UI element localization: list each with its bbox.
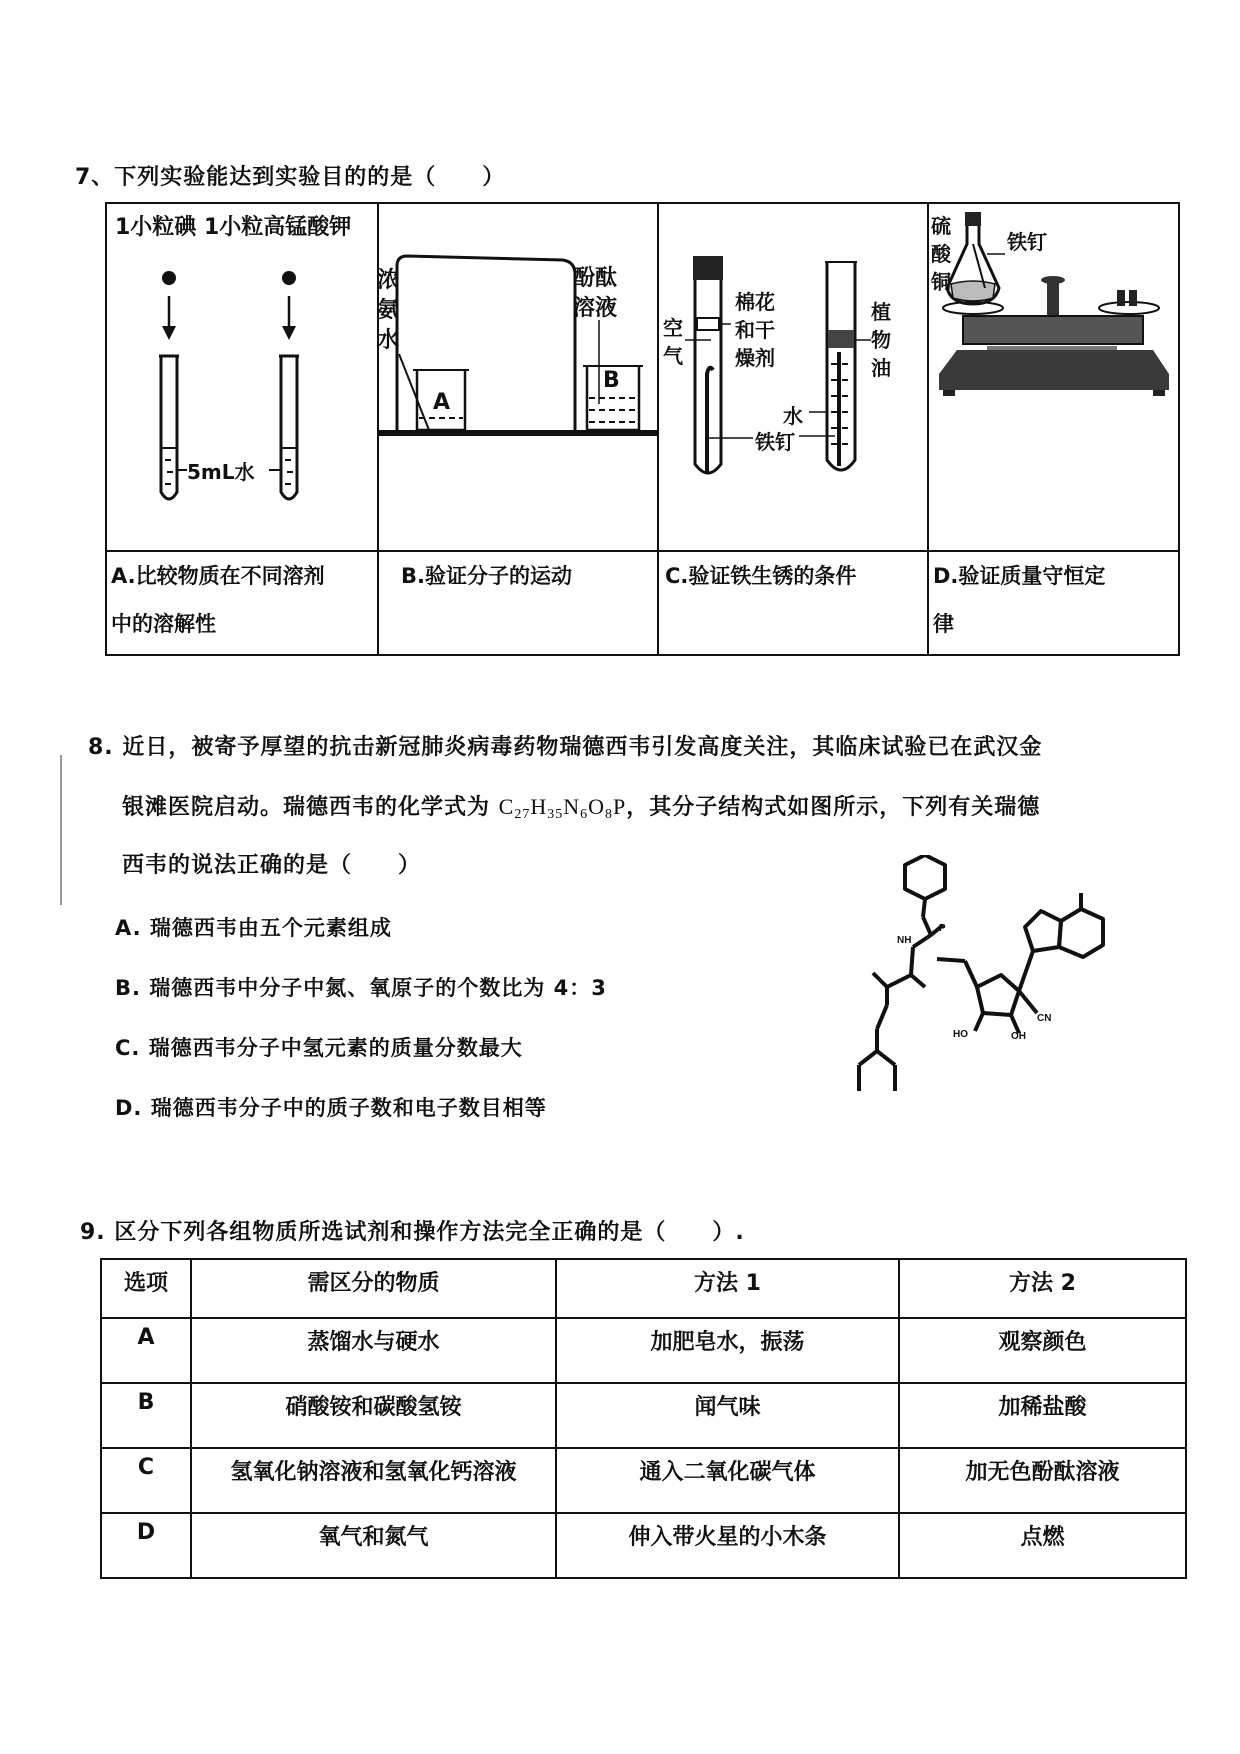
- cell-method-1: 通入二氧化碳气体: [556, 1448, 899, 1513]
- question-7-title: 7、下列实验能达到实验目的的是（ ）: [75, 165, 506, 190]
- cell-substances: 蒸馏水与硬水: [191, 1318, 556, 1383]
- question-8-option-c: C. 瑞德西韦分子中氢元素的质量分数最大: [115, 1036, 523, 1060]
- question-9-table: [100, 1258, 1187, 1579]
- label-copper-sulfate-3: 铜: [931, 270, 951, 294]
- table-row: [101, 1383, 1186, 1448]
- remdesivir-structure-icon: [815, 855, 1115, 1095]
- cell-method-2: 加稀盐酸: [899, 1383, 1186, 1448]
- label-iron-nail: 铁钉: [755, 430, 795, 454]
- cell-method-2: 观察颜色: [899, 1318, 1186, 1383]
- svg-text:OH: OH: [1011, 1031, 1026, 1042]
- header-substances: 需区分的物质: [191, 1259, 556, 1318]
- label-oil-1: 植: [871, 300, 891, 324]
- label-phenolphthalein-1: 酚酞: [573, 266, 618, 291]
- cell-method-1: 加肥皂水，振荡: [556, 1318, 899, 1383]
- option-a-line1: A.比较物质在不同溶剂: [111, 564, 325, 588]
- question-8-option-b: B. 瑞德西韦中分子中氮、氧原子的个数比为 4：3: [115, 976, 607, 1000]
- scan-margin-mark: [60, 755, 62, 905]
- label-potassium-permanganate: 1小粒高锰酸钾: [203, 215, 352, 240]
- beaker-b-label: B: [603, 368, 620, 393]
- cell-option: C: [101, 1448, 191, 1513]
- question-7-figure-table: [105, 202, 1180, 656]
- table-row: [101, 1513, 1186, 1578]
- figure-d-mass-conservation: [927, 204, 1182, 550]
- line2-text-end: ，其分子结构式如图所示，下列有关瑞德: [626, 795, 1041, 820]
- cell-method-2: 加无色酚酞溶液: [899, 1448, 1186, 1513]
- figure-c-rusting: [657, 204, 927, 550]
- cell-method-1: 闻气味: [556, 1383, 899, 1448]
- figure-b-molecular-motion: [377, 204, 657, 550]
- cell-option: A: [101, 1318, 191, 1383]
- svg-text:HO: HO: [953, 1029, 968, 1040]
- option-d-label: [929, 552, 1187, 648]
- figure-a-solubility: [107, 204, 377, 550]
- question-8-line2: [122, 790, 1040, 821]
- option-c-label: [661, 552, 931, 600]
- question-9-title: 9. 区分下列各组物质所选试剂和操作方法完全正确的是（ ）.: [80, 1220, 745, 1245]
- label-phenolphthalein-2: 溶液: [573, 296, 618, 321]
- label-oil-2: 物: [871, 328, 891, 352]
- table-header-row: [101, 1259, 1186, 1318]
- label-iron-nail: 铁钉: [1007, 230, 1047, 254]
- cell-option: D: [101, 1513, 191, 1578]
- question-8-option-a: A. 瑞德西韦由五个元素组成: [115, 916, 392, 940]
- cell-method-2: 点燃: [899, 1513, 1186, 1578]
- header-method-1: 方法 1: [556, 1259, 899, 1318]
- option-c-line1: C.验证铁生锈的条件: [665, 564, 857, 588]
- header-option: 选项: [101, 1259, 191, 1318]
- label-oil-3: 油: [871, 356, 891, 380]
- label-iodine: 1小粒碘: [115, 215, 197, 240]
- question-8-option-d: D. 瑞德西韦分子中的质子数和电子数目相等: [115, 1096, 547, 1120]
- test-tubes-icon: [107, 204, 377, 550]
- label-cotton-3: 燥剂: [735, 346, 775, 370]
- cell-substances: 氧气和氮气: [191, 1513, 556, 1578]
- svg-text:NH: NH: [897, 935, 912, 946]
- option-d-line1: D.验证质量守恒定: [933, 564, 1106, 588]
- cell-method-1: 伸入带火星的小木条: [556, 1513, 899, 1578]
- cell-option: B: [101, 1383, 191, 1448]
- label-copper-sulfate-1: 硫: [931, 214, 951, 238]
- cell-substances: 硝酸铵和碳酸氢铵: [191, 1383, 556, 1448]
- label-air-1: 空: [663, 316, 683, 340]
- svg-text:CN: CN: [1037, 1013, 1052, 1024]
- svg-text:P: P: [939, 923, 946, 934]
- beaker-a-label: A: [433, 390, 451, 415]
- option-a-label: [107, 552, 381, 648]
- label-ammonia-2: 氨: [377, 298, 400, 323]
- label-air-2: 气: [663, 344, 683, 368]
- label-ammonia-3: 水: [377, 328, 400, 353]
- label-cotton-1: 棉花: [735, 290, 775, 314]
- question-8-line3: 西韦的说法正确的是（ ）: [122, 853, 422, 878]
- header-method-2: 方法 2: [899, 1259, 1186, 1318]
- label-water: 水: [783, 404, 803, 428]
- option-b-label: [397, 552, 661, 600]
- balance-scale-icon: [927, 204, 1182, 550]
- cell-substances: 氢氧化钠溶液和氢氧化钙溶液: [191, 1448, 556, 1513]
- line2-text: 银滩医院启动。瑞德西韦的化学式为: [122, 795, 499, 820]
- label-cotton-2: 和干: [735, 318, 775, 342]
- label-ammonia-1: 浓: [377, 268, 400, 293]
- chemical-formula: $C_{27}H_{35}N_6O_8P$: [498, 794, 627, 822]
- table-row: [101, 1318, 1186, 1383]
- table-row: [101, 1448, 1186, 1513]
- option-d-line2: 律: [933, 612, 954, 636]
- question-8-line1: 8. 近日，被寄予厚望的抗击新冠肺炎病毒药物瑞德西韦引发高度关注，其临床试验已在武汉金: [88, 735, 1043, 760]
- option-b-line1: B.验证分子的运动: [401, 564, 572, 588]
- label-copper-sulfate-2: 酸: [931, 242, 951, 266]
- label-5ml-water: 5mL水: [187, 460, 255, 484]
- option-a-line2: 中的溶解性: [111, 612, 216, 636]
